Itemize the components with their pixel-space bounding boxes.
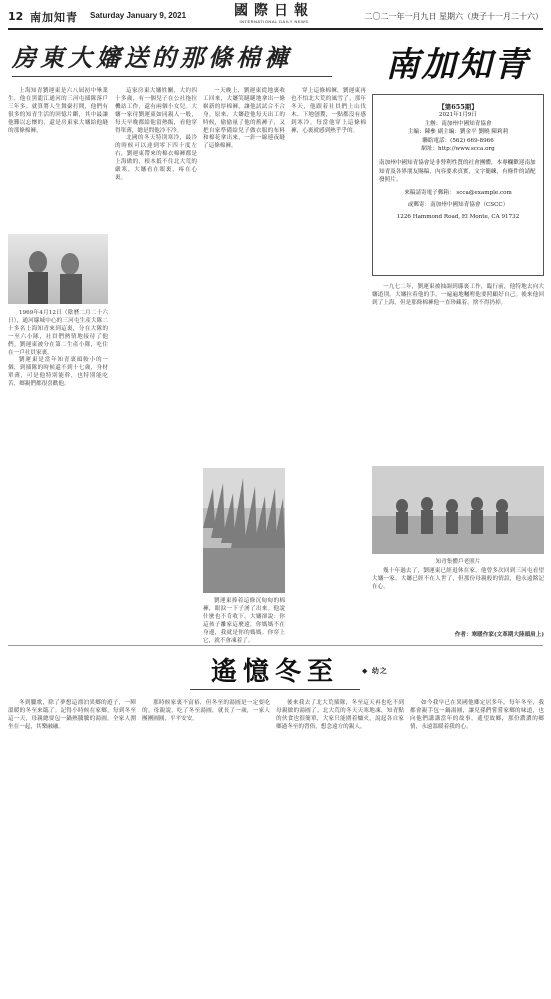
photo-group — [372, 466, 544, 554]
article-byline: 作者：寒暖作家(文革期大陸頭肩上) — [454, 632, 544, 638]
masthead-title: 國際日報 — [234, 3, 314, 19]
article-paragraph: 一九七二年，劉運東被抽調到縣裏工作，臨行前，他特地去向大嬸道別。大嬸拉着他的手，一遍遍地囑咐他要照顧好自己。後來他回到了上海，但是那條棉褲他一直珍藏着，捨不得扔掉。 — [372, 284, 544, 306]
column-brand: 南加知青 — [385, 45, 530, 85]
second-article-author: ◆ 幼之 — [362, 666, 388, 675]
article-paragraph: 一天晚上，劉運東從地裏收工回來，大嬸笑瞇瞇地拿出一條嶄新的厚棉褲，讓他試試合不合身。原來，大嬸趁他每天出工的時候，偷偷量了他的舊褲子，又把自家準備給兒子做衣服的布料和棉花拿出來，一針一線連夜縫了這條棉褲。 — [203, 88, 285, 150]
issue-date: 2021年1月9日 — [438, 112, 478, 119]
article-column-5b — [372, 568, 544, 628]
article-paragraph: 北國的冬天特別寒冷，最冷的時候可以達到零下四十度左右，劉運東帶來的棉衣棉褲都是上海做的，根本抵不住北大荒的嚴寒。大嬸看在眼裏，疼在心裏。 — [115, 135, 197, 181]
photo-caption: 知青集體戶老照片 — [435, 559, 481, 565]
article-paragraph: 1969年4月12日（陰曆二月二十六日），通河縣城中心的三河屯生產大隊二十多名上海知青來到這裏，分在大隊的一至六小隊，社員們熱情地接待了他們。劉運東被分在第二生產小隊，吃住在一戶社員家裏。 — [8, 310, 108, 356]
page-number: 12 — [8, 10, 24, 23]
second-article-title: 遙憶冬至 — [200, 654, 350, 690]
article-paragraph: 如今我早已在異國他鄉定居多年，每年冬至，我都會親手包一鍋湯圓，讓兒孫們嘗嘗家鄉的味道，也向他們講講當年的故事。遙望故鄉，那份濃濃的鄉情，永遠溫暖着我的心。 — [410, 700, 544, 730]
column-info-box — [372, 94, 544, 276]
article-column-5 — [372, 284, 544, 462]
masthead — [224, 3, 324, 24]
article-column-4 — [291, 88, 366, 640]
mail-label: 或郵寄：南加州中國知青協會（CSCC） — [407, 202, 509, 209]
article-paragraph: 穿上這條棉褲，劉運東再也不怕北大荒的風雪了。那年冬天，他跟着社員們上山伐木、下地刨糞，一點都沒有感到寒冷。每當他穿上這條棉褲，心裏就感到熱乎乎的。 — [291, 88, 366, 134]
article-paragraph: 那時候家裏不富裕，但冬至的湯圓是一定要吃的。母親說，吃了冬至湯圓，就長了一歲，一家人團團圓圓，平平安安。 — [142, 700, 270, 722]
email-label: 來稿請寄電子郵箱： — [404, 189, 455, 196]
info-line: 聯絡電話：(562) 669-8966 — [422, 137, 494, 144]
article-paragraph: 幾十年過去了，劉運東已經退休在家，他曾多次回到三河屯看望大嬸一家。大嬸已經不在人世了，但那份母親般的情誼，他永遠銘記在心。 — [372, 568, 544, 590]
page-header — [0, 0, 551, 32]
second-article-column-4 — [410, 700, 544, 990]
mailing-address: 1226 Hammond Road, El Monte, CA 91732 — [396, 214, 520, 221]
article-paragraph: 劉運東是當年知青裏頭較小的一個，到插隊的時候還不到十七歲，身材單薄，可是他特別能幹，也特別能吃苦，鄉親們都很喜歡他。 — [8, 357, 108, 388]
second-article-column-3 — [276, 700, 404, 990]
article-column-1 — [8, 88, 108, 228]
email-link[interactable]: scca@example.com — [456, 189, 512, 196]
article-column-2 — [115, 88, 197, 640]
article-column-1b — [8, 310, 108, 640]
issue-number: 【第655期】 — [438, 103, 478, 111]
section-divider — [8, 645, 543, 646]
email-row — [379, 189, 537, 197]
article-paragraph: 冬到臘歌，除了夢想這漂泊異鄉的遊子，一陣溫暖的冬至來臨了。記得小時候在家鄉，每到冬至這一天，母親總要包一鍋熱騰騰的湯圓，全家人圍坐在一起，其樂融融。 — [8, 700, 136, 730]
article-paragraph: 劉運東捧着這條沉甸甸的棉褲，眼淚一下子湧了出來。他說什麼也不肯收下，大嬸卻說：你這孩子離家這麼遠，你媽媽不在身邊，我就是你的媽媽。你穿上它，就不會凍着了。 — [203, 598, 285, 644]
article-column-3 — [203, 88, 285, 460]
photo-field — [203, 468, 285, 593]
section-name: 南加知青 — [30, 11, 78, 24]
header-rule — [8, 28, 543, 30]
article-paragraph: 上海知青劉運東是六八屆初中畢業生，他在黑龍江通河的三河屯插隊落戶三年多。就算將人生舞臺打開，他們有很多的知青生活的回憶片斷，其中最讓他難以忘懷的，還是房東家大嬸給他縫的那條棉褲。 — [8, 88, 108, 134]
article-column-3b — [203, 598, 285, 644]
masthead-english: INTERNATIONAL DAILY NEWS — [239, 19, 309, 24]
info-line: 網址：http://www.scca.org — [421, 146, 495, 153]
submission-note: 南加州中國知青協會是非營利性質的社會團體，本專欄歡迎南加知青及各界朋友賜稿，內容要求真實，文字簡練，有條件的請配發照片。 — [379, 160, 536, 184]
info-line: 主編：陳參 副主編：劉金平 劉曉 陳莉莉 — [407, 129, 509, 136]
second-article-column-1 — [8, 700, 136, 990]
photo-portrait — [8, 234, 108, 304]
article-paragraph: 後來我去了北大荒插隊，冬至這天再也吃不到母親做的湯圓了。北大荒的冬天天寒地凍，知青點的伙食也很簡單，大家只能圍着爐火，說起各自家鄉過冬至的習俗，想念遠方的親人。 — [276, 700, 404, 730]
article-title: 房東大嬸送的那條棉褲 — [12, 38, 352, 78]
second-article-column-2 — [142, 700, 270, 990]
roc-date: 二〇二一年一月九日 星期六（庚子十一月二十六） — [364, 12, 543, 21]
info-line: 主辦：南加州中國知青協會 — [424, 120, 492, 127]
header-date: Saturday January 9, 2021 — [90, 11, 187, 20]
article-paragraph: 這家房東大嬸姓關，大約四十多歲，有一個兒子在公社拖拉機站工作，還有兩個小女兒。大嬸一家待劉運東如同親人一般，每天早晚都給他留熱飯，看他穿得單薄，總是問他冷不冷。 — [115, 88, 197, 134]
